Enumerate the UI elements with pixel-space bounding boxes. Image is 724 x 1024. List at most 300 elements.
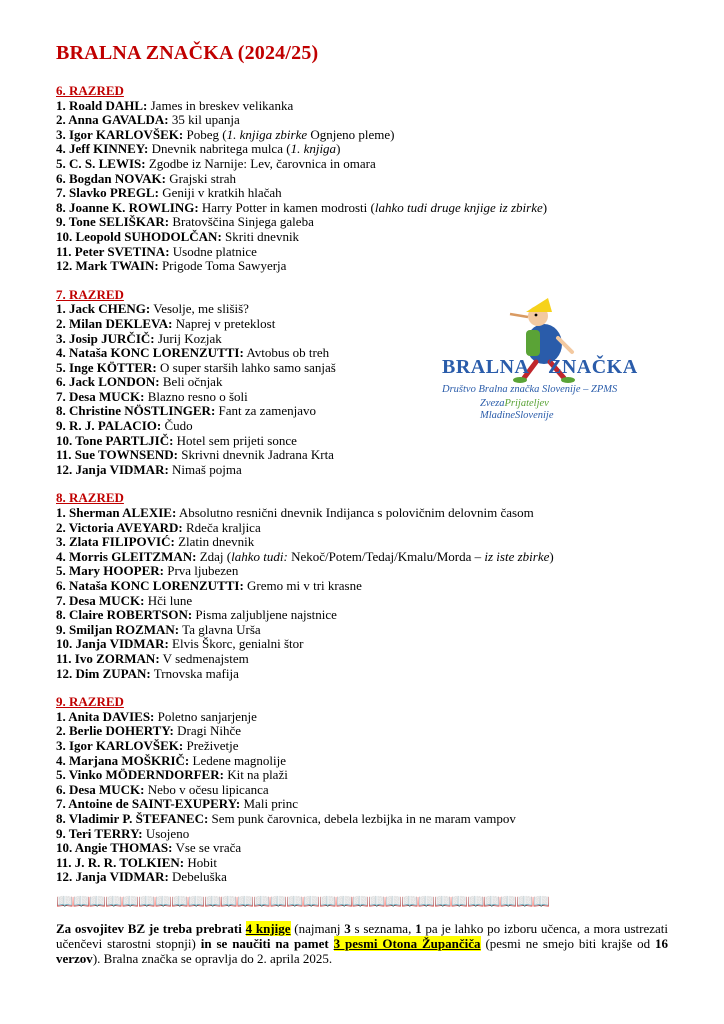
book-author xyxy=(56,753,189,768)
logo-zveza-line xyxy=(480,398,549,409)
open-book-icon: 📖 xyxy=(56,894,73,910)
book-list-item xyxy=(56,506,676,521)
logo-word-znacka: ZNAČKA xyxy=(548,356,638,378)
open-book-icon: 📖 xyxy=(384,894,402,910)
book-title-part: Ognjeno pleme) xyxy=(307,126,395,142)
highlighted-requirement: 4 knjige xyxy=(245,920,291,936)
book-list-item xyxy=(56,637,676,652)
book-list-item xyxy=(56,870,676,885)
book-title-part: Usojeno xyxy=(142,825,190,841)
book-list-item xyxy=(56,535,676,550)
note-text: 3 xyxy=(344,920,351,936)
open-book-icon: 📖 xyxy=(72,894,89,910)
open-book-icon: 📖 xyxy=(417,894,435,910)
author-name: Leopold SUHODOLČAN: xyxy=(75,228,222,244)
book-title-part: Usodne platnice xyxy=(169,243,257,259)
book-list-item xyxy=(56,724,676,739)
book-list-item xyxy=(56,783,676,798)
book-title-part: Kit na plaži xyxy=(223,767,288,783)
author-name: Christine NÖSTLINGER: xyxy=(69,403,216,419)
book-title-part: Beli očnjak xyxy=(159,374,223,390)
author-name: Berlie DOHERTY: xyxy=(69,723,174,739)
book-title-part: 1. knjiga xyxy=(290,141,337,157)
book-number: 8. xyxy=(56,607,66,623)
book-author xyxy=(56,723,174,738)
book-title-part: Prigode Toma Sawyerja xyxy=(158,258,287,274)
book-number: 5. xyxy=(56,359,66,375)
book-author xyxy=(56,855,184,870)
grade-heading: 9. RAZRED xyxy=(56,694,124,710)
author-name: Dim ZUPAN: xyxy=(75,665,151,681)
book-number: 2. xyxy=(56,519,66,535)
book-number: 1. xyxy=(56,505,66,521)
book-title-part: Zdaj ( xyxy=(196,548,232,564)
book-number: 2. xyxy=(56,315,66,331)
book-author xyxy=(56,578,244,593)
author-name: Tone SELIŠKAR: xyxy=(68,214,170,230)
open-book-icon: 📖 xyxy=(532,894,550,910)
open-book-icon: 📖 xyxy=(516,894,533,910)
book-list-item xyxy=(56,608,676,623)
book-title-part: Trnovska mafija xyxy=(150,665,239,681)
book-title-part: Dnevnik nabritega mulca ( xyxy=(148,141,291,157)
book-author xyxy=(56,869,169,884)
author-name: Anna GAVALDA: xyxy=(68,112,169,128)
open-book-icon: 📖 xyxy=(466,894,484,910)
book-title-part: Absolutno resnični dnevnik Indijanca s polovičnim delovnim časom xyxy=(176,505,534,521)
author-name: Angie THOMAS: xyxy=(74,840,173,856)
grade-heading: 8. RAZRED xyxy=(56,490,124,506)
book-author xyxy=(56,360,157,375)
note-text: 16 verzov xyxy=(56,935,668,966)
book-list-item xyxy=(56,448,676,463)
book-title-part: Preživetje xyxy=(183,737,239,753)
book-author xyxy=(56,141,148,156)
book-author xyxy=(56,796,240,811)
book-list-item xyxy=(56,594,676,609)
book-list-item xyxy=(56,841,676,856)
author-name: Desa MUCK: xyxy=(69,592,145,608)
author-name: Sue TOWNSEND: xyxy=(74,447,178,463)
author-name: Vinko MÖDERNDORFER: xyxy=(68,767,224,783)
open-book-icon: 📖 xyxy=(499,894,517,910)
book-number: 10. xyxy=(56,840,73,856)
book-title-part: Bratovščina Sinjega galeba xyxy=(169,214,314,230)
book-number: 5. xyxy=(56,767,66,783)
book-number: 10. xyxy=(56,228,73,244)
book-title-part: James in breskev velikanka xyxy=(147,97,294,113)
book-number: 3. xyxy=(56,330,66,346)
book-author xyxy=(56,563,164,578)
book-title-part: Jurij Kozjak xyxy=(154,330,222,346)
note-text: in se naučiti na pamet xyxy=(200,935,334,951)
book-number: 7. xyxy=(56,388,66,404)
book-author xyxy=(56,738,183,753)
author-name: Igor KARLOVŠEK: xyxy=(69,126,184,142)
author-name: Victoria AVEYARD: xyxy=(68,519,183,535)
book-number: 7. xyxy=(56,592,66,608)
open-book-icon: 📖 xyxy=(368,894,385,910)
grade-sections xyxy=(56,84,676,885)
book-list-item xyxy=(56,623,676,638)
book-number: 4. xyxy=(56,752,66,768)
book-author xyxy=(56,418,161,433)
book-title-part: Elvis Škorc, genialni štor xyxy=(168,636,304,652)
book-list-item xyxy=(56,564,676,579)
book-number: 9. xyxy=(56,621,66,637)
book-number: 7. xyxy=(56,796,66,812)
book-author xyxy=(56,520,183,535)
book-list-item xyxy=(56,434,676,449)
author-name: C. S. LEWIS: xyxy=(69,155,146,171)
open-book-icon: 📖 xyxy=(401,894,418,910)
book-title-part: Sem punk čarovnica, debela lezbijka in ne maram vampov xyxy=(208,810,516,826)
book-title-part: Čudo xyxy=(161,418,193,434)
document-title: BRALNA ZNAČKA (2024/25) xyxy=(56,42,319,64)
author-name: Jeff KINNEY: xyxy=(69,141,149,157)
book-title-part: Rdeča kraljica xyxy=(182,519,261,535)
book-title-part: Naprej v preteklost xyxy=(172,315,276,331)
book-list-item xyxy=(56,99,676,114)
author-name: Jack CHENG: xyxy=(69,301,151,317)
open-book-icon: 📖 xyxy=(450,894,467,910)
book-title-part: lahko tudi druge knjige iz zbirke xyxy=(374,199,543,215)
grade-section xyxy=(56,491,676,681)
book-list-item xyxy=(56,710,676,725)
author-name: Roald DAHL: xyxy=(69,97,148,113)
book-author xyxy=(56,593,144,608)
author-name: J. R. R. TOLKIEN: xyxy=(74,854,185,870)
author-name: Janja VIDMAR: xyxy=(75,461,169,477)
highlighted-requirement: 3 pesmi Otona Župančiča xyxy=(333,935,481,951)
book-list-item xyxy=(56,768,676,783)
book-list-item xyxy=(56,230,676,245)
logo-word-bralna: BRALNA xyxy=(442,356,530,378)
book-list-item xyxy=(56,186,676,201)
book-title-part: Hotel sem prijeti sonce xyxy=(173,432,297,448)
book-number: 10. xyxy=(56,636,73,652)
book-number: 2. xyxy=(56,112,66,128)
book-number: 11. xyxy=(56,447,72,463)
book-author xyxy=(56,171,166,186)
book-author xyxy=(56,214,169,229)
open-book-icon: 📖 xyxy=(220,894,237,910)
book-title-part: Debeluška xyxy=(168,869,227,885)
book-list-item xyxy=(56,142,676,157)
book-title-part: Poletno sanjarjenje xyxy=(154,708,257,724)
author-name: Mark TWAIN: xyxy=(75,258,159,274)
book-author xyxy=(56,505,176,520)
book-number: 12. xyxy=(56,258,73,274)
book-title-part: lahko tudi: xyxy=(231,548,288,564)
book-number: 9. xyxy=(56,418,66,434)
book-number: 2. xyxy=(56,723,66,739)
book-author xyxy=(56,98,147,113)
author-name: R. J. PALACIO: xyxy=(69,418,162,434)
book-number: 6. xyxy=(56,374,66,390)
document-page xyxy=(56,40,676,979)
author-name: Vladimir P. ŠTEFANEC: xyxy=(68,810,209,826)
open-book-icon: 📖 xyxy=(138,894,155,910)
book-author xyxy=(56,534,175,549)
logo-mladine-line xyxy=(480,410,553,421)
book-number: 4. xyxy=(56,141,66,157)
author-name: Milan DEKLEVA: xyxy=(69,315,173,331)
book-number: 8. xyxy=(56,403,66,419)
book-list-item xyxy=(56,521,676,536)
note-text: ). Bralna značka se opravlja do 2. aprila 2025. xyxy=(92,950,333,966)
open-book-icon: 📖 xyxy=(483,894,500,910)
book-number: 5. xyxy=(56,155,66,171)
open-book-icon: 📖 xyxy=(434,894,451,910)
author-name: Igor KARLOVŠEK: xyxy=(69,737,184,753)
book-number: 9. xyxy=(56,214,66,230)
book-title-part: Ledene magnolije xyxy=(189,752,286,768)
logo-mladine: Mladine xyxy=(480,410,515,421)
book-number: 12. xyxy=(56,461,73,477)
book-title-part: Vesolje, me slišiš? xyxy=(150,301,249,317)
book-number: 1. xyxy=(56,708,66,724)
book-author xyxy=(56,622,179,637)
book-author xyxy=(56,651,160,666)
book-list-item xyxy=(56,215,676,230)
book-number: 11. xyxy=(56,854,72,870)
author-name: Janja VIDMAR: xyxy=(75,636,169,652)
open-book-icon: 📖 xyxy=(121,894,139,910)
book-number: 6. xyxy=(56,578,66,593)
author-name: Smiljan ROZMAN: xyxy=(69,621,180,637)
book-author xyxy=(56,636,169,651)
book-list-item xyxy=(56,812,676,827)
book-list-item xyxy=(56,259,676,274)
book-title-part: 35 kil upanja xyxy=(168,112,240,128)
author-name: Bogdan NOVAK: xyxy=(69,170,166,186)
book-title-part: Geniji v kratkih hlačah xyxy=(158,185,282,201)
open-book-icon: 📖 xyxy=(302,894,319,910)
open-book-icon: 📖 xyxy=(203,894,221,910)
grade-section xyxy=(56,695,676,885)
author-name: Antoine de SAINT-EXUPERY: xyxy=(68,796,241,812)
book-author xyxy=(56,374,160,389)
note-text: (pesmi ne smejo biti krajše od xyxy=(480,935,655,951)
note-text: (najmanj xyxy=(290,920,345,936)
author-name: Tone PARTLJIČ: xyxy=(75,432,174,448)
book-number: 1. xyxy=(56,97,66,113)
book-author xyxy=(56,389,144,404)
author-name: Inge KÖTTER: xyxy=(69,359,157,375)
book-list xyxy=(56,99,676,274)
open-book-icon: 📖 xyxy=(187,894,204,910)
book-list-item xyxy=(56,550,676,565)
book-author xyxy=(56,403,215,418)
book-author xyxy=(56,782,144,797)
book-number: 11. xyxy=(56,650,72,666)
book-title-part: Hobit xyxy=(184,854,217,870)
book-list-item xyxy=(56,172,676,187)
book-author xyxy=(56,127,183,142)
author-name: Janja VIDMAR: xyxy=(75,869,169,885)
book-list-item xyxy=(56,128,676,143)
book-title-part: Dragi Nihče xyxy=(173,723,242,739)
open-book-icon: 📖 xyxy=(319,894,336,910)
book-title-part: Skrivni dnevnik Jadrana Krta xyxy=(177,447,334,463)
author-name: Josip JURČIČ: xyxy=(69,330,155,346)
open-book-icon: 📖 xyxy=(351,894,369,910)
book-author xyxy=(56,200,199,215)
note-text: Za osvojitev BZ je treba prebrati xyxy=(56,920,246,936)
book-author xyxy=(56,811,208,826)
book-title-part: iz iste zbirke xyxy=(484,548,550,564)
open-book-icon: 📖 xyxy=(171,894,188,910)
author-name: Anita DAVIES: xyxy=(68,708,155,724)
book-list-item xyxy=(56,157,676,172)
book-list-item xyxy=(56,754,676,769)
book-author xyxy=(56,433,173,448)
author-name: Teri TERRY: xyxy=(68,825,143,841)
book-author xyxy=(56,666,151,681)
book-title-part: Prva ljubezen xyxy=(163,563,239,579)
author-name: Morris GLEITZMAN: xyxy=(69,548,197,564)
author-name: Mary HOOPER: xyxy=(69,563,164,579)
open-book-icon: 📖 xyxy=(286,894,303,910)
book-list-item xyxy=(56,245,676,260)
book-title-part: Harry Potter in kamen modrosti ( xyxy=(198,199,375,215)
book-title-part: Pobeg ( xyxy=(183,126,227,142)
book-author xyxy=(56,345,244,360)
book-number: 10. xyxy=(56,432,73,448)
book-number: 6. xyxy=(56,781,66,797)
author-name: Desa MUCK: xyxy=(69,388,145,404)
book-author xyxy=(56,462,169,477)
book-number: 4. xyxy=(56,345,66,361)
grade-heading: 7. RAZRED xyxy=(56,286,124,302)
grade-section xyxy=(56,84,676,274)
book-title-part: Nebo v očesu lipicanca xyxy=(144,781,269,797)
book-number: 1. xyxy=(56,301,66,317)
logo-zveza: Zveza xyxy=(480,398,505,409)
open-book-icon: 📖 xyxy=(253,894,270,910)
book-title-part: ) xyxy=(542,199,548,215)
author-name: Joanne K. ROWLING: xyxy=(69,199,199,215)
book-number: 12. xyxy=(56,869,73,885)
author-name: Desa MUCK: xyxy=(69,781,145,797)
book-number: 8. xyxy=(56,199,66,215)
book-author xyxy=(56,185,159,200)
bralna-znacka-logo xyxy=(440,292,638,432)
book-title-part: Fant za zamenjavo xyxy=(215,403,316,419)
book-list-item xyxy=(56,797,676,812)
book-list xyxy=(56,506,676,681)
book-author xyxy=(56,229,222,244)
book-title-part: Blazno resno o šoli xyxy=(144,388,248,404)
book-title-part: Gremo mi v tri krasne xyxy=(243,578,362,593)
grade-heading: 6. RAZRED xyxy=(56,83,124,98)
book-divider xyxy=(56,895,676,911)
book-author xyxy=(56,549,196,564)
book-author xyxy=(56,767,224,782)
book-author xyxy=(56,447,178,462)
book-list-item xyxy=(56,739,676,754)
note-text: pa je lahko po izboru učenca, a mora ustrezati učenčevi starostni stopnji) xyxy=(56,920,668,951)
open-book-icon: 📖 xyxy=(335,894,352,910)
book-author xyxy=(56,709,154,724)
book-number: 3. xyxy=(56,737,66,753)
book-list-item xyxy=(56,579,676,594)
book-number: 3. xyxy=(56,534,66,550)
book-list-item xyxy=(56,652,676,667)
book-title-part: Pisma zaljubljene najstnice xyxy=(192,607,337,623)
book-number: 9. xyxy=(56,825,66,841)
book-number: 11. xyxy=(56,243,72,259)
book-title-part: O super starših lahko samo sanjaš xyxy=(156,359,336,375)
requirements-note xyxy=(56,921,668,966)
book-title-part: Hči lune xyxy=(144,592,193,608)
book-author xyxy=(56,607,192,622)
note-text: 1 xyxy=(415,920,422,936)
book-author xyxy=(56,331,155,346)
logo-prijateljev: Prijateljev xyxy=(504,398,549,409)
book-title-part: Zgodbe iz Narnije: Lev, čarovnica in omara xyxy=(145,155,376,171)
book-number: 5. xyxy=(56,563,66,579)
open-book-icon: 📖 xyxy=(105,894,122,910)
open-book-icon: 📖 xyxy=(269,894,287,910)
book-number: 6. xyxy=(56,170,66,186)
book-list-item xyxy=(56,827,676,842)
book-author xyxy=(56,258,159,273)
book-number: 12. xyxy=(56,665,73,681)
book-author xyxy=(56,112,169,127)
book-author xyxy=(56,840,172,855)
book-list xyxy=(56,710,676,885)
book-list-item xyxy=(56,856,676,871)
book-author xyxy=(56,826,143,841)
book-list-item xyxy=(56,667,676,682)
note-text: s seznama, xyxy=(350,920,416,936)
author-name: Marjana MOŠKRIČ: xyxy=(69,752,190,768)
book-title-part: ) xyxy=(336,141,341,157)
book-title-part: Zlatin dnevnik xyxy=(174,534,255,550)
book-title-part: Grajski strah xyxy=(165,170,236,186)
book-title-part: Skriti dnevnik xyxy=(221,228,300,244)
book-author xyxy=(56,156,146,171)
book-list-item xyxy=(56,201,676,216)
book-number: 7. xyxy=(56,185,66,201)
author-name: Claire ROBERTSON: xyxy=(69,607,193,623)
book-number: 4. xyxy=(56,548,66,564)
book-title-part: ) xyxy=(549,548,554,564)
book-title-part: Nekoč/Potem/Tedaj/Kmalu/Morda – xyxy=(287,548,485,564)
author-name: Sherman ALEXIE: xyxy=(69,505,177,521)
open-book-icon: 📖 xyxy=(154,894,172,910)
open-book-icon: 📖 xyxy=(236,894,254,910)
book-author xyxy=(56,301,150,316)
author-name: Zlata FILIPOVIĆ: xyxy=(69,534,175,550)
open-book-icon: 📖 xyxy=(88,894,106,910)
author-name: Nataša KONC LORENZUTTI: xyxy=(69,345,244,361)
author-name: Slavko PREGL: xyxy=(69,185,159,201)
book-title-part: Avtobus ob treh xyxy=(243,345,330,361)
book-title-part: Mali princ xyxy=(240,796,299,812)
book-title-part: Nimaš pojma xyxy=(168,461,242,477)
book-author xyxy=(56,316,172,331)
logo-society-line: Društvo Bralna značka Slovenije – ZPMS xyxy=(442,384,618,395)
book-title-part: Vse se vrača xyxy=(172,840,242,856)
book-number: 8. xyxy=(56,810,66,826)
book-number: 3. xyxy=(56,126,66,142)
book-list-item xyxy=(56,113,676,128)
book-title-part: 1. knjiga zbirke xyxy=(226,126,308,142)
author-name: Jack LONDON: xyxy=(69,374,160,390)
